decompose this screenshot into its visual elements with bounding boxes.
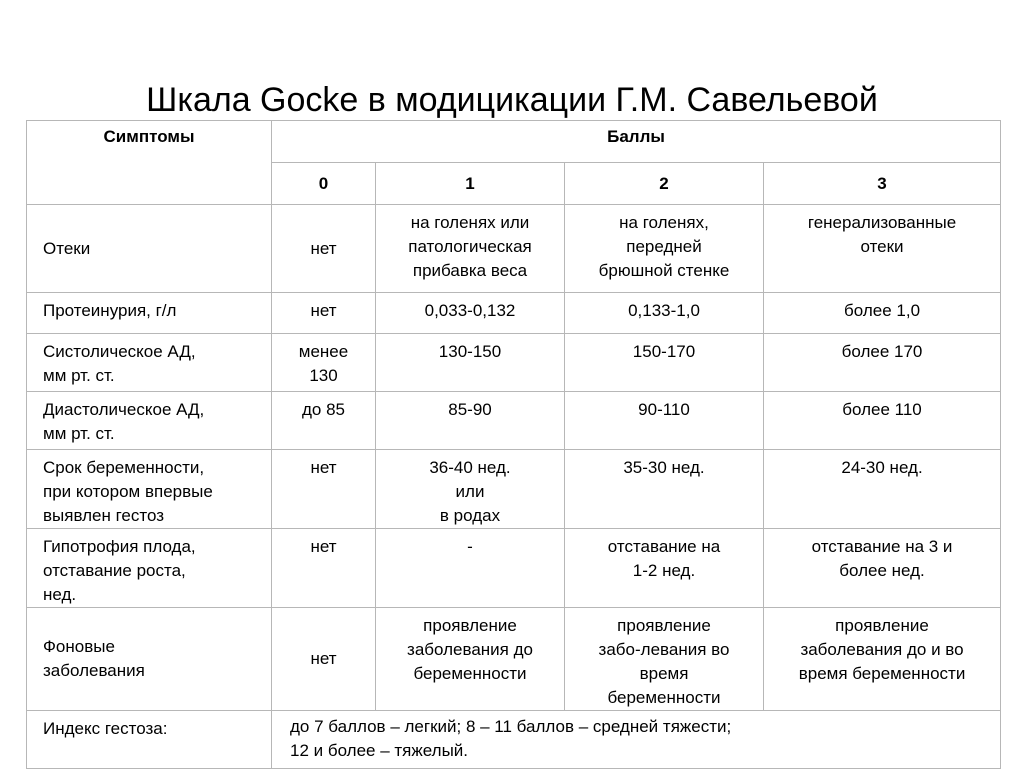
value-cell-1 xyxy=(376,608,565,711)
value-text: 24-30 нед. xyxy=(841,458,923,477)
value-text: более 1,0 xyxy=(844,301,921,320)
header-score-0: 0 xyxy=(272,163,376,205)
table-row-gestation-term xyxy=(27,450,1001,529)
value-cell-2 xyxy=(565,608,764,711)
index-value: до 7 баллов – легкий; 8 – 11 баллов – средней тяжести; 12 и более – тяжелый. xyxy=(290,717,732,760)
symptom-cell xyxy=(27,293,272,334)
gocke-scale-table xyxy=(26,120,1001,769)
value-text: до 85 xyxy=(301,400,345,419)
value-cell-0 xyxy=(272,529,376,608)
symptom-label: Диастолическое АД, мм рт. ст. xyxy=(43,400,205,443)
value-text: 0,133-1,0 xyxy=(628,301,700,320)
table-row-proteinuria xyxy=(27,293,1001,334)
header-score-1: 1 xyxy=(376,163,565,205)
value-cell-2 xyxy=(565,334,764,392)
value-cell-2 xyxy=(565,205,764,293)
index-label-cell xyxy=(27,711,272,769)
table-row-background-diseases xyxy=(27,608,1001,711)
value-cell-2 xyxy=(565,293,764,334)
value-cell-1 xyxy=(376,334,565,392)
table-row-systolic xyxy=(27,334,1001,392)
header-row-main xyxy=(27,121,1001,163)
value-cell-0 xyxy=(272,450,376,529)
value-text: нет xyxy=(310,649,337,668)
header-points-label: Баллы xyxy=(607,127,665,146)
value-cell-2 xyxy=(565,529,764,608)
value-cell-1 xyxy=(376,529,565,608)
table-row-diastolic xyxy=(27,392,1001,450)
value-text: отставание на 1-2 нед. xyxy=(607,537,721,580)
symptom-cell xyxy=(27,450,272,529)
header-symptoms-label: Симптомы xyxy=(103,127,195,146)
symptom-cell xyxy=(27,529,272,608)
header-score-2: 2 xyxy=(565,163,764,205)
value-text: 90-110 xyxy=(638,400,690,419)
value-text: нет xyxy=(310,238,337,258)
symptom-label: Отеки xyxy=(43,238,91,258)
value-text: проявление забо-левания во время беременности xyxy=(598,616,730,707)
value-cell-0 xyxy=(272,608,376,711)
index-value-cell xyxy=(272,711,1001,769)
value-text: нет xyxy=(310,537,337,556)
symptom-cell xyxy=(27,334,272,392)
value-text: 85-90 xyxy=(448,400,492,419)
value-text: менее 130 xyxy=(298,342,349,385)
symptom-cell xyxy=(27,205,272,293)
index-label: Индекс гестоза: xyxy=(43,719,168,738)
value-text: более 110 xyxy=(842,400,922,419)
value-text: на голенях или патологическая прибавка веса xyxy=(408,213,532,280)
symptom-label: Гипотрофия плода, отставание роста, нед. xyxy=(43,537,196,604)
header-score-3: 3 xyxy=(764,163,1001,205)
value-text: на голенях, передней брюшной стенке xyxy=(598,213,730,280)
value-cell-0 xyxy=(272,205,376,293)
page-title: Шкала Gocke в модицикации Г.М. Савельевой xyxy=(146,81,878,119)
value-cell-1 xyxy=(376,450,565,529)
value-cell-3 xyxy=(764,205,1001,293)
value-cell-3 xyxy=(764,293,1001,334)
symptom-cell xyxy=(27,392,272,450)
header-symptoms xyxy=(27,121,272,205)
value-cell-2 xyxy=(565,450,764,529)
value-text: 36-40 нед. или в родах xyxy=(429,458,511,525)
value-cell-0 xyxy=(272,293,376,334)
value-text: отставание на 3 и более нед. xyxy=(811,537,953,580)
value-text: проявление заболевания до беременности xyxy=(407,616,533,683)
value-text: 35-30 нед. xyxy=(623,458,705,477)
table-row-fetal-hypotrophy xyxy=(27,529,1001,608)
symptom-label: Фоновые заболевания xyxy=(43,637,145,680)
symptom-label: Протеинурия, г/л xyxy=(43,301,177,320)
table-row-edema xyxy=(27,205,1001,293)
value-cell-1 xyxy=(376,293,565,334)
symptom-label: Систолическое АД, мм рт. ст. xyxy=(43,342,196,385)
value-cell-0 xyxy=(272,334,376,392)
value-cell-1 xyxy=(376,392,565,450)
value-cell-3 xyxy=(764,450,1001,529)
value-text: 150-170 xyxy=(632,342,696,361)
table-row-gestosis-index xyxy=(27,711,1001,769)
value-text: генерализованные отеки xyxy=(807,213,957,256)
value-text: нет xyxy=(310,458,337,477)
symptom-label: Срок беременности, при котором впервые выявлен гестоз xyxy=(43,458,213,525)
value-cell-3 xyxy=(764,608,1001,711)
symptom-cell xyxy=(27,608,272,711)
value-cell-2 xyxy=(565,392,764,450)
value-cell-3 xyxy=(764,392,1001,450)
value-cell-1 xyxy=(376,205,565,293)
value-cell-0 xyxy=(272,392,376,450)
value-text: 130-150 xyxy=(438,342,502,361)
value-cell-3 xyxy=(764,334,1001,392)
value-text: 0,033-0,132 xyxy=(424,301,516,320)
value-text: более 170 xyxy=(841,342,923,361)
header-points xyxy=(272,121,1001,163)
value-text: - xyxy=(467,537,473,556)
value-text: проявление заболевания до и во время беременности xyxy=(798,616,966,683)
value-text: нет xyxy=(310,301,337,320)
value-cell-3 xyxy=(764,529,1001,608)
